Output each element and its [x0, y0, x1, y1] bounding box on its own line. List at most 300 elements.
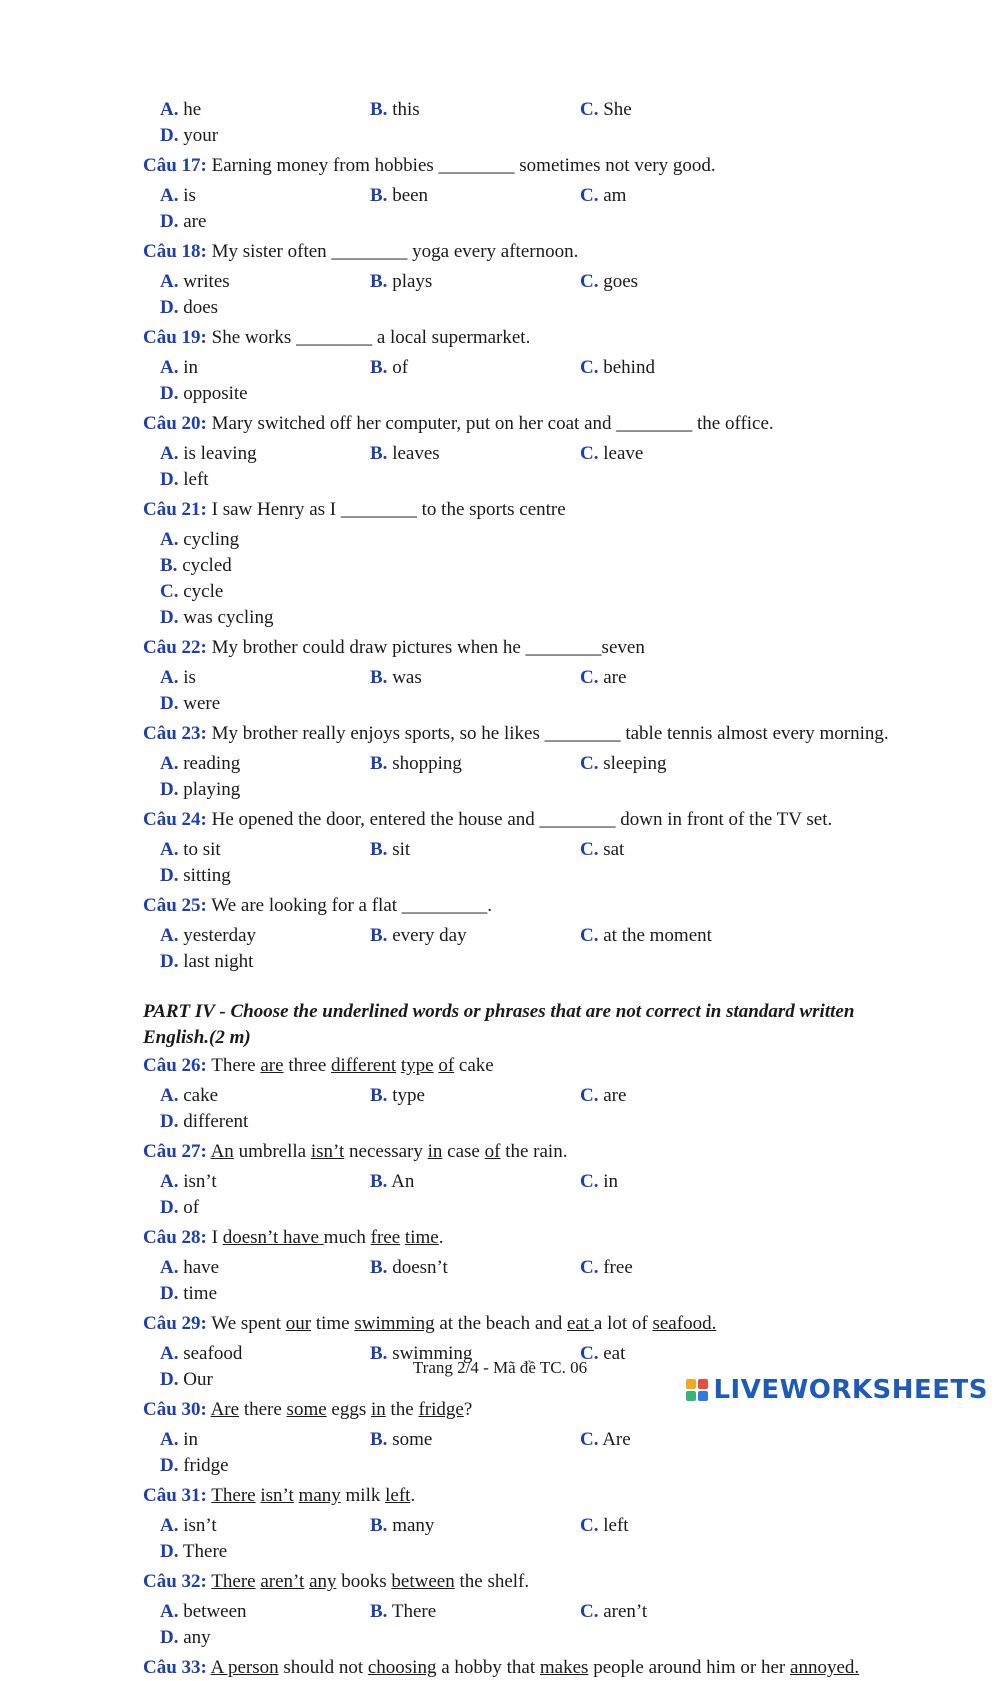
option-text: at the moment [603, 925, 712, 946]
option-b[interactable] [370, 1083, 580, 1109]
option-c[interactable]: C. cycle [160, 581, 224, 602]
option-letter: B. [370, 1429, 388, 1450]
option-c[interactable]: C. She [580, 99, 632, 120]
option-text: type [392, 1085, 425, 1106]
option-text: are [603, 1085, 627, 1106]
option-letter: B. [370, 839, 388, 860]
question-stem: He opened the door, entered the house and ________ down in front of the TV set. [211, 809, 833, 830]
underlined-phrase[interactable]: aren’t [260, 1571, 305, 1592]
stem-text: people around him or her [588, 1657, 791, 1678]
question-line [143, 411, 903, 437]
option-text: some [392, 1429, 433, 1450]
option-letter: C. [580, 1429, 599, 1450]
question-stem [212, 1227, 444, 1248]
stem-text: three [283, 1055, 332, 1076]
option-text: Our [183, 1369, 213, 1390]
option-b[interactable] [370, 751, 580, 777]
option-letter: D. [160, 1111, 179, 1132]
underlined-phrase[interactable]: of [484, 1141, 501, 1162]
options-row [160, 183, 903, 235]
option-text: am [603, 185, 627, 206]
option-text: sitting [183, 865, 231, 886]
option-letter: A. [160, 1429, 179, 1450]
option-letter: D. [160, 1283, 179, 1304]
question-stem [211, 1571, 529, 1592]
question-21: Câu 21: I saw Henry as I ________ to the sports centre A. cycling B. cycled C. cycle D. was cycling [143, 497, 903, 631]
option-text: Are [602, 1429, 631, 1450]
stem-text: There [211, 1055, 261, 1076]
option-letter: C. [580, 1601, 599, 1622]
option-c[interactable] [580, 441, 790, 467]
question [143, 807, 903, 889]
option-c[interactable] [580, 1083, 790, 1109]
underlined-phrase[interactable]: makes [539, 1657, 589, 1678]
option-c[interactable] [580, 355, 790, 381]
option-a[interactable] [160, 355, 370, 381]
option-letter: D. [160, 383, 179, 404]
question-number: Câu 28: [143, 1227, 207, 1248]
stem-text: the [385, 1399, 419, 1420]
question-stem: Mary switched off her computer, put on her coat and ________ the office. [211, 413, 774, 434]
option-d[interactable] [160, 863, 370, 889]
option-text: fridge [183, 1455, 229, 1476]
underlined-phrase[interactable]: eat [567, 1313, 594, 1334]
question-line [143, 1139, 903, 1165]
question [143, 1397, 903, 1479]
option-letter: C. [580, 925, 599, 946]
options-row [160, 751, 903, 803]
option-a[interactable] [160, 1513, 370, 1539]
question-line [143, 1311, 903, 1337]
option-d[interactable] [160, 381, 370, 407]
underlined-phrase[interactable]: There [211, 1571, 256, 1592]
underlined-phrase[interactable]: in [427, 1141, 443, 1162]
options-row [160, 1083, 903, 1135]
question [143, 1053, 903, 1135]
option-c[interactable] [580, 665, 790, 691]
option-c[interactable] [580, 923, 790, 949]
option-text: have [183, 1257, 220, 1278]
option-d[interactable] [160, 1539, 370, 1565]
option-text: any [183, 1627, 211, 1648]
underlined-phrase[interactable]: left [385, 1485, 411, 1506]
options-q16 [160, 97, 903, 149]
option-text: An [391, 1171, 415, 1192]
stem-text: much [323, 1227, 371, 1248]
options-row [160, 1599, 903, 1651]
question-line [143, 1569, 903, 1595]
stem-text: eggs [326, 1399, 371, 1420]
question [143, 239, 903, 321]
option-text: last night [183, 951, 254, 972]
option-a[interactable] [160, 1427, 370, 1453]
logo-square-1 [686, 1379, 696, 1389]
option-a[interactable] [160, 441, 370, 467]
underlined-phrase[interactable]: seafood. [652, 1313, 717, 1334]
option-d[interactable]: D. was cycling [160, 607, 274, 628]
option-letter: C. [580, 357, 599, 378]
question-line [143, 153, 903, 179]
option-b[interactable]: B. cycled [160, 555, 232, 576]
option-a[interactable] [160, 183, 370, 209]
question-line [143, 807, 903, 833]
option-text: sat [603, 839, 625, 860]
option-b[interactable] [370, 1169, 580, 1195]
option-text: is [183, 185, 196, 206]
stem-text: books [336, 1571, 392, 1592]
option-text: was [392, 667, 422, 688]
option-letter: B. [370, 667, 388, 688]
question [143, 1139, 903, 1221]
logo-square-3 [686, 1391, 696, 1401]
option-b[interactable] [370, 1427, 580, 1453]
underlined-phrase[interactable]: type [400, 1055, 434, 1076]
option-c[interactable] [580, 269, 790, 295]
option-text: playing [183, 779, 241, 800]
question-number: Câu 32: [143, 1571, 207, 1592]
option-text: to sit [183, 839, 221, 860]
option-letter: A. [160, 667, 179, 688]
worksheet-page [143, 93, 903, 1681]
option-letter: B. [370, 1171, 388, 1192]
option-letter: C. [580, 1257, 599, 1278]
option-text: left [183, 469, 209, 490]
option-d[interactable] [160, 949, 370, 975]
option-b[interactable] [370, 665, 580, 691]
stem-text: case [442, 1141, 485, 1162]
stem-text: necessary [344, 1141, 428, 1162]
option-text: aren’t [603, 1601, 648, 1622]
option-text: every day [392, 925, 467, 946]
option-text: free [603, 1257, 633, 1278]
option-text: reading [183, 753, 241, 774]
page-footer: Trang 2/4 - Mã đề TC. 06 [412, 1358, 588, 1377]
option-letter: D. [160, 1455, 179, 1476]
stem-text: there [239, 1399, 287, 1420]
option-d[interactable] [160, 1453, 370, 1479]
options-row [160, 355, 903, 407]
option-letter: B. [370, 1515, 388, 1536]
option-letter: A. [160, 1171, 179, 1192]
options-row [160, 1255, 903, 1307]
option-letter: D. [160, 693, 179, 714]
question-number: Câu 19: [143, 327, 207, 348]
options-row [160, 1169, 903, 1221]
option-d[interactable]: D. your [160, 125, 219, 146]
question [143, 1569, 903, 1651]
option-letter: D. [160, 211, 179, 232]
option-letter: C. [580, 839, 599, 860]
option-text: sit [392, 839, 411, 860]
underlined-phrase[interactable]: in [370, 1399, 386, 1420]
option-letter: B. [370, 1085, 388, 1106]
option-text: were [183, 693, 221, 714]
logo-square-2 [698, 1379, 708, 1389]
option-b[interactable] [370, 441, 580, 467]
question-number: Câu 27: [143, 1141, 207, 1162]
option-letter: B. [370, 1257, 388, 1278]
option-a[interactable] [160, 751, 370, 777]
underlined-phrase[interactable]: different [331, 1055, 397, 1076]
options-row [160, 1427, 903, 1479]
question [143, 153, 903, 235]
option-c[interactable] [580, 837, 790, 863]
underlined-phrase[interactable]: any [309, 1571, 337, 1592]
option-a[interactable] [160, 1255, 370, 1281]
option-c[interactable] [580, 1255, 790, 1281]
question-stem: She works ________ a local supermarket. [211, 327, 531, 348]
option-letter: B. [370, 271, 388, 292]
option-text: yesterday [183, 925, 257, 946]
option-b[interactable] [370, 1599, 580, 1625]
stem-text: . [410, 1485, 416, 1506]
option-text: many [392, 1515, 435, 1536]
option-text: eat [603, 1343, 626, 1364]
option-c[interactable] [580, 1513, 790, 1539]
option-text: been [392, 185, 429, 206]
option-text: opposite [183, 383, 248, 404]
option-letter: A. [160, 443, 179, 464]
underlined-phrase[interactable]: doesn’t [222, 1227, 284, 1248]
option-letter: C. [580, 443, 599, 464]
logo-text: LIVEWORKSHEETS [713, 1375, 988, 1405]
option-letter: C. [580, 185, 599, 206]
option-text: does [183, 297, 219, 318]
question-line [143, 893, 903, 919]
question-number: Câu 30: [143, 1399, 207, 1420]
question-number: Câu 24: [143, 809, 207, 830]
question-number: Câu 31: [143, 1485, 207, 1506]
option-c[interactable] [580, 1169, 790, 1195]
question-line [143, 1483, 903, 1509]
option-c[interactable] [580, 1599, 790, 1625]
option-letter: A. [160, 357, 179, 378]
option-text: is [183, 667, 196, 688]
stem-text: time [311, 1313, 355, 1334]
option-text: isn’t [183, 1171, 217, 1192]
option-text: swimming [392, 1343, 473, 1364]
question-line [143, 325, 903, 351]
option-d[interactable] [160, 467, 370, 493]
option-a[interactable]: A. he [160, 99, 202, 120]
option-text: in [183, 1429, 199, 1450]
underlined-phrase[interactable]: our [285, 1313, 312, 1334]
option-b[interactable] [370, 1513, 580, 1539]
question-stem: My sister often ________ yoga every afternoon. [211, 241, 579, 262]
question [143, 1483, 903, 1565]
question-stem [211, 1313, 716, 1334]
question-stem: My brother could draw pictures when he ________seven [211, 637, 645, 658]
option-c[interactable] [580, 1427, 790, 1453]
question [143, 1225, 903, 1307]
underlined-phrase[interactable]: There [211, 1485, 256, 1506]
option-letter: A. [160, 1515, 179, 1536]
part-iv-heading: PART IV - Choose the underlined words or phrases that are not correct in standard written English.(2 m) [143, 1001, 855, 1048]
option-letter: B. [370, 185, 388, 206]
option-letter: A. [160, 1257, 179, 1278]
question-stem [211, 1399, 473, 1420]
option-letter: A. [160, 1343, 179, 1364]
option-letter: B. [370, 1343, 388, 1364]
option-text: doesn’t [392, 1257, 448, 1278]
option-letter: C. [580, 271, 599, 292]
option-letter: A. [160, 925, 179, 946]
option-letter: B. [370, 753, 388, 774]
option-b[interactable] [370, 269, 580, 295]
question-number: Câu 29: [143, 1313, 207, 1334]
question-line [143, 239, 903, 265]
question [143, 411, 903, 493]
underlined-phrase[interactable]: have [283, 1227, 324, 1248]
option-b[interactable] [370, 923, 580, 949]
option-text: plays [392, 271, 433, 292]
option-text: left [603, 1515, 629, 1536]
option-b[interactable] [370, 183, 580, 209]
stem-text: cake [454, 1055, 494, 1076]
stem-text: umbrella [233, 1141, 311, 1162]
option-a[interactable] [160, 665, 370, 691]
option-d[interactable] [160, 1281, 370, 1307]
question [143, 325, 903, 407]
underlined-phrase[interactable]: free [370, 1227, 401, 1248]
question-number: Câu 25: [143, 895, 207, 916]
question-line [143, 721, 903, 747]
underlined-phrase[interactable]: A person [210, 1657, 279, 1678]
question-stem: We are looking for a flat _________. [211, 895, 493, 916]
option-b[interactable]: B. this [370, 99, 420, 120]
option-d[interactable] [160, 209, 370, 235]
option-letter: A. [160, 1601, 179, 1622]
option-a[interactable] [160, 269, 370, 295]
options-row [160, 923, 903, 975]
option-text: between [183, 1601, 247, 1622]
option-a[interactable] [160, 1599, 370, 1625]
option-text: writes [183, 271, 230, 292]
option-letter: D. [160, 1369, 179, 1390]
option-d[interactable] [160, 691, 370, 717]
question-number: Câu 23: [143, 723, 207, 744]
underlined-phrase[interactable]: Are [210, 1399, 240, 1420]
underlined-phrase[interactable]: fridge [418, 1399, 464, 1420]
option-text: in [603, 1171, 619, 1192]
option-letter: C. [580, 667, 599, 688]
underlined-phrase[interactable]: isn’t [260, 1485, 294, 1506]
stem-text: We spent [211, 1313, 286, 1334]
stem-text: a lot of [593, 1313, 653, 1334]
option-letter: D. [160, 779, 179, 800]
option-letter: D. [160, 1627, 179, 1648]
option-c[interactable] [580, 183, 790, 209]
options-row [160, 441, 903, 493]
stem-text: milk [340, 1485, 386, 1506]
underlined-phrase[interactable]: are [260, 1055, 284, 1076]
underlined-phrase[interactable]: isn’t [310, 1141, 345, 1162]
stem-text: I [211, 1227, 223, 1248]
option-letter: B. [370, 443, 388, 464]
question-number: Câu 26: [143, 1055, 207, 1076]
option-letter: D. [160, 951, 179, 972]
stem-text: the rain. [500, 1141, 568, 1162]
option-text: time [183, 1283, 218, 1304]
option-text: goes [603, 271, 639, 292]
option-text: cake [183, 1085, 219, 1106]
options-row [160, 665, 903, 717]
option-text: of [392, 357, 409, 378]
question-number: Câu 20: [143, 413, 207, 434]
option-c[interactable] [580, 751, 790, 777]
stem-text: should not [278, 1657, 368, 1678]
underlined-phrase[interactable]: An [210, 1141, 234, 1162]
option-text: different [183, 1111, 249, 1132]
underlined-phrase[interactable]: many [298, 1485, 341, 1506]
option-b[interactable] [370, 355, 580, 381]
question-line [143, 635, 903, 661]
option-a[interactable] [160, 923, 370, 949]
options-row [160, 269, 903, 321]
option-a[interactable] [160, 1083, 370, 1109]
option-letter: A. [160, 271, 179, 292]
underlined-phrase[interactable]: some [286, 1399, 327, 1420]
liveworksheets-logo [685, 1373, 988, 1407]
option-a[interactable]: A. cycling [160, 529, 240, 550]
option-text: shopping [392, 753, 462, 774]
underlined-phrase[interactable]: annoyed. [790, 1657, 860, 1678]
option-d[interactable] [160, 1625, 370, 1651]
question-number: Câu 22: [143, 637, 207, 658]
option-letter: D. [160, 1197, 179, 1218]
option-text: of [183, 1197, 200, 1218]
option-letter: B. [370, 357, 388, 378]
option-letter: B. [370, 1601, 388, 1622]
option-d[interactable] [160, 295, 370, 321]
option-letter: C. [580, 1171, 599, 1192]
option-b[interactable] [370, 837, 580, 863]
logo-square-4 [698, 1391, 708, 1401]
underlined-phrase[interactable]: between [391, 1571, 455, 1592]
option-text: in [183, 357, 199, 378]
option-a[interactable] [160, 837, 370, 863]
option-d[interactable] [160, 1195, 370, 1221]
liveworksheets-icon [685, 1378, 709, 1402]
option-d[interactable] [160, 777, 370, 803]
question-stem [211, 1141, 568, 1162]
question [143, 721, 903, 803]
underlined-phrase[interactable]: time [404, 1227, 439, 1248]
stem-text: a hobby that [436, 1657, 540, 1678]
underlined-phrase[interactable]: choosing [367, 1657, 437, 1678]
option-letter: A. [160, 185, 179, 206]
underlined-phrase[interactable]: of [438, 1055, 455, 1076]
options-row [160, 1513, 903, 1565]
option-letter: A. [160, 839, 179, 860]
question-number: Câu 17: [143, 155, 207, 176]
option-a[interactable] [160, 1169, 370, 1195]
stem-text: at the beach and [434, 1313, 567, 1334]
underlined-phrase[interactable]: swimming [354, 1313, 435, 1334]
options-q21 [160, 527, 903, 631]
option-letter: C. [580, 1515, 599, 1536]
option-text: is leaving [183, 443, 257, 464]
option-d[interactable] [160, 1109, 370, 1135]
option-letter: D. [160, 297, 179, 318]
option-letter: C. [580, 753, 599, 774]
option-text: are [183, 211, 207, 232]
option-letter: D. [160, 469, 179, 490]
option-b[interactable] [370, 1255, 580, 1281]
question-stem: Earning money from hobbies ________ sometimes not very good. [211, 155, 716, 176]
question-number: Câu 18: [143, 241, 207, 262]
question-line [143, 1053, 903, 1079]
